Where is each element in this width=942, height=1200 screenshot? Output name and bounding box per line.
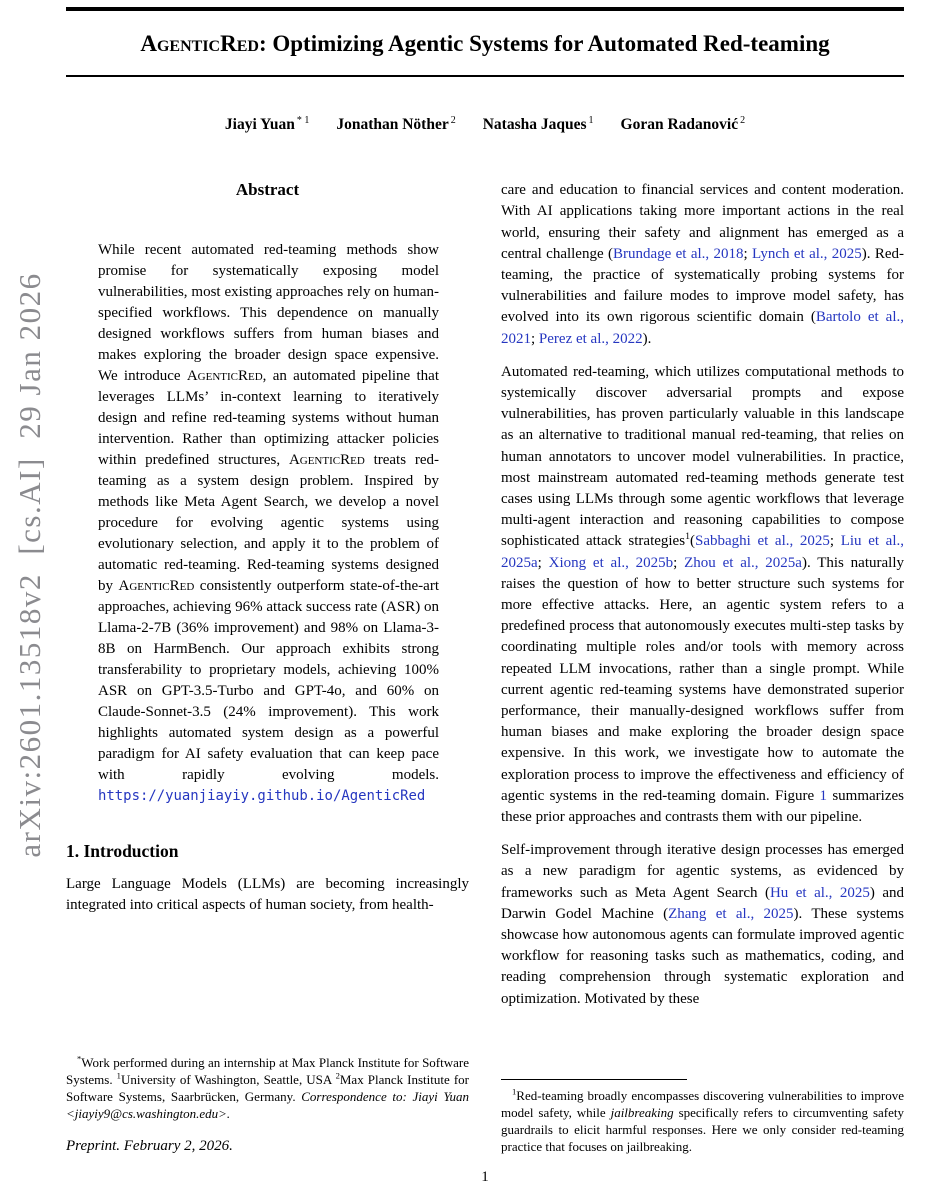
two-column-body bbox=[66, 178, 904, 1155]
author-affiliation-mark: 2 bbox=[450, 115, 456, 126]
text-segment: University of Washington, Seattle, USA bbox=[120, 1072, 336, 1088]
citation-link[interactable]: 1 bbox=[819, 787, 828, 804]
redteaming-definition-footnote bbox=[501, 1087, 904, 1155]
text-segment: ). This naturally raises the question of how to better structure such systems for more effective attacks. Here, an agentic system refers to a predefined process that autonomously executes multi-step tasks by coordinating multiple roles and/or tools with memory across repeated LLM invocations, rather than a single prompt. While current agentic red-teaming systems have demonstrated superior performance, their manually-designed workflows suffer from human biases and make exploring the broader design space expensive. In this work, we investigate how to automate the exploration process to improve the effectiveness and efficiency of agentic systems in the red-teaming domain. Figure bbox=[501, 554, 904, 804]
author-list bbox=[66, 115, 904, 134]
text-segment: Large Language Models (LLMs) are becoming increasingly integrated into critical aspects of human society, from health- bbox=[66, 876, 469, 914]
citation-link[interactable]: Zhou et al., 2025a bbox=[684, 554, 802, 571]
text-segment: Automated red-teaming, which utilizes computational methods to systemically discover adversarial prompts and expose vulnerabilities, has proven particularly valuable in this landscape as an alternative to traditional manual red-teaming, that relies on human annotators to uncover model vulnerabilities. In practice, most mainstream automated red-teaming methods generate test cases using LLMs through some agentic workflows that leverage multi-agent interaction and reasoning capabilities to compose sophisticated attack strategies bbox=[501, 363, 904, 550]
text-segment: ; bbox=[531, 330, 539, 347]
text-segment: : Optimizing Agentic Systems for Automated Red-teaming bbox=[258, 31, 830, 56]
arxiv-watermark: arXiv:2601.13518v2 [cs.AI] 29 Jan 2026 bbox=[12, 272, 47, 858]
citation-link[interactable]: Xiong et al., 2025b bbox=[548, 554, 674, 571]
text-segment: jailbreaking bbox=[610, 1105, 674, 1121]
author bbox=[621, 115, 746, 134]
citation-link[interactable]: Zhang et al., 2025 bbox=[668, 905, 794, 922]
citation-link[interactable]: Liu et al., 2025a bbox=[501, 533, 904, 571]
text-segment: ). Red-teaming, the practice of systematically probing systems for vulnerabilities and failure modes to improve model safety, has evolved into its own rigorous scientific domain ( bbox=[501, 245, 904, 326]
text-segment: ) and Darwin Godel Machine ( bbox=[501, 884, 904, 922]
text-segment: ). bbox=[642, 330, 652, 347]
author bbox=[483, 115, 594, 134]
text-segment: AgenticRed bbox=[118, 578, 195, 595]
body-paragraph bbox=[501, 362, 904, 828]
text-segment: AgenticRed bbox=[140, 31, 259, 56]
author-affiliation-mark: * 1 bbox=[296, 115, 310, 126]
footnote-block bbox=[501, 1079, 904, 1155]
text-segment: , an automated pipeline that leverages LLMs’ in-context learning to iteratively design and refine red-teaming systems without human intervention. Rather than optimizing attacker policies within predefined structures, bbox=[98, 368, 439, 469]
text-segment: Correspondence to: Jiayi Yuan <jiayiy9@cs.washington.edu>. bbox=[66, 1089, 470, 1122]
right-column bbox=[501, 178, 904, 1155]
author-name: Jiayi Yuan bbox=[224, 116, 295, 134]
text-segment: Red-teaming broadly encompasses discovering vulnerabilities to improve model safety, while bbox=[501, 1088, 904, 1121]
paper-content bbox=[66, 0, 904, 1186]
superscript-mark: 1 bbox=[116, 1070, 121, 1081]
text-segment: Self-improvement through iterative design processes has emerged as a new paradigm for agentic systems, as evidenced by frameworks such as Meta Agent Search ( bbox=[501, 842, 904, 901]
author-name: Jonathan Nöther bbox=[336, 116, 449, 134]
author bbox=[336, 115, 455, 134]
text-segment: Max Planck Institute for Software Systems, Saarbrücken, Germany. bbox=[66, 1072, 469, 1105]
text-segment: ( bbox=[690, 533, 695, 550]
citation-link[interactable]: Bartolo et al., 2021 bbox=[501, 309, 904, 347]
citation-link[interactable]: Hu et al., 2025 bbox=[769, 884, 870, 901]
text-segment: AgenticRed bbox=[186, 368, 263, 385]
title-rule-top bbox=[66, 7, 904, 11]
author bbox=[225, 115, 309, 134]
author-affiliation-mark: 1 bbox=[588, 115, 594, 126]
author-name: Natasha Jaques bbox=[482, 116, 587, 134]
url-link[interactable]: https://yuanjiayiy.github.io/AgenticRed bbox=[98, 788, 426, 805]
text-segment: Work performed during an internship at Max Planck Institute for Software Systems. bbox=[66, 1055, 469, 1088]
introduction-paragraph bbox=[66, 874, 469, 916]
superscript-mark: * bbox=[77, 1053, 82, 1064]
text-segment: While recent automated red-teaming methods show promise for systematically exposing model vulnerabilities, most existing approaches rely on human-specified workflows. This dependence on manually designed workflows suffers from human biases and makes exploring the broader design space expensive. We introduce bbox=[98, 242, 439, 385]
left-column bbox=[66, 178, 469, 1155]
superscript-mark: 1 bbox=[512, 1086, 517, 1097]
paper-title bbox=[66, 31, 904, 57]
citation-link[interactable]: Sabbaghi et al., 2025 bbox=[695, 533, 830, 550]
page-number: 1 bbox=[481, 1169, 489, 1186]
author-name: Goran Radanović bbox=[620, 116, 739, 134]
author-affiliation-mark: 2 bbox=[740, 115, 746, 126]
text-segment: ; bbox=[673, 554, 685, 571]
text-segment: ; bbox=[829, 533, 841, 550]
citation-link[interactable]: Lynch et al., 2025 bbox=[752, 245, 862, 262]
body-paragraph bbox=[501, 180, 904, 350]
text-segment: ; bbox=[537, 554, 549, 571]
author-footnote-block bbox=[66, 1054, 469, 1155]
abstract-heading: Abstract bbox=[235, 180, 300, 200]
footnote-rule bbox=[501, 1079, 687, 1080]
text-segment: AgenticRed bbox=[288, 452, 365, 469]
title-rule-bottom bbox=[66, 75, 904, 77]
body-paragraph bbox=[501, 840, 904, 1010]
text-segment: specifically refers to circumventing safety guardrails to elicit harmful responses. Here we only consider red-teaming practice that focuses on jailbreaking. bbox=[501, 1105, 904, 1155]
citation-link[interactable]: Perez et al., 2022 bbox=[538, 330, 643, 347]
affiliation-footnote bbox=[66, 1054, 469, 1122]
citation-link[interactable]: Brundage et al., 2018 bbox=[612, 245, 744, 262]
text-segment: summarizes these prior approaches and contrasts them with our pipeline. bbox=[501, 787, 904, 826]
text-segment: consistently outperform state-of-the-art approaches, achieving 96% attack success rate (ASR) on Llama-2-7B (36% improvement) and 98% on Llama-3-8B on HarmBench. Our approach exhibits strong transferability to proprietary models, achieving 100% ASR on GPT-3.5-Turbo and GPT-4o, and 60% on Claude-Sonnet-3.5 (24% improvement). This work highlights automated system design as a powerful paradigm for AI safety evaluation that can keep pace with rapidly evolving models. bbox=[98, 578, 439, 784]
preprint-notice: Preprint. February 2, 2026. bbox=[66, 1138, 233, 1155]
superscript-mark: 1 bbox=[685, 531, 690, 543]
text-segment: treats red-teaming as a system design problem. Inspired by methods like Meta Agent Search, we develop a novel procedure for evolving agentic systems using evolutionary selection, and apply it to the problem of automatic red-teaming. Red-teaming systems designed by bbox=[98, 452, 439, 595]
text-segment: care and education to financial services and content moderation. With AI applications taking more important actions in the real world, ensuring their safety and alignment has emerged as a central challenge ( bbox=[501, 182, 904, 262]
section-heading-introduction: 1. Introduction bbox=[66, 841, 179, 862]
superscript-mark: 2 bbox=[335, 1070, 340, 1081]
abstract-text bbox=[66, 240, 469, 807]
text-segment: ; bbox=[743, 245, 753, 262]
text-segment: ). These systems showcase how autonomous agents can formulate improved agentic workflow for reasoning tasks such as mathematics, coding, and reading comprehension through systematic exploration and optimization. Motivated by these bbox=[501, 905, 904, 1007]
